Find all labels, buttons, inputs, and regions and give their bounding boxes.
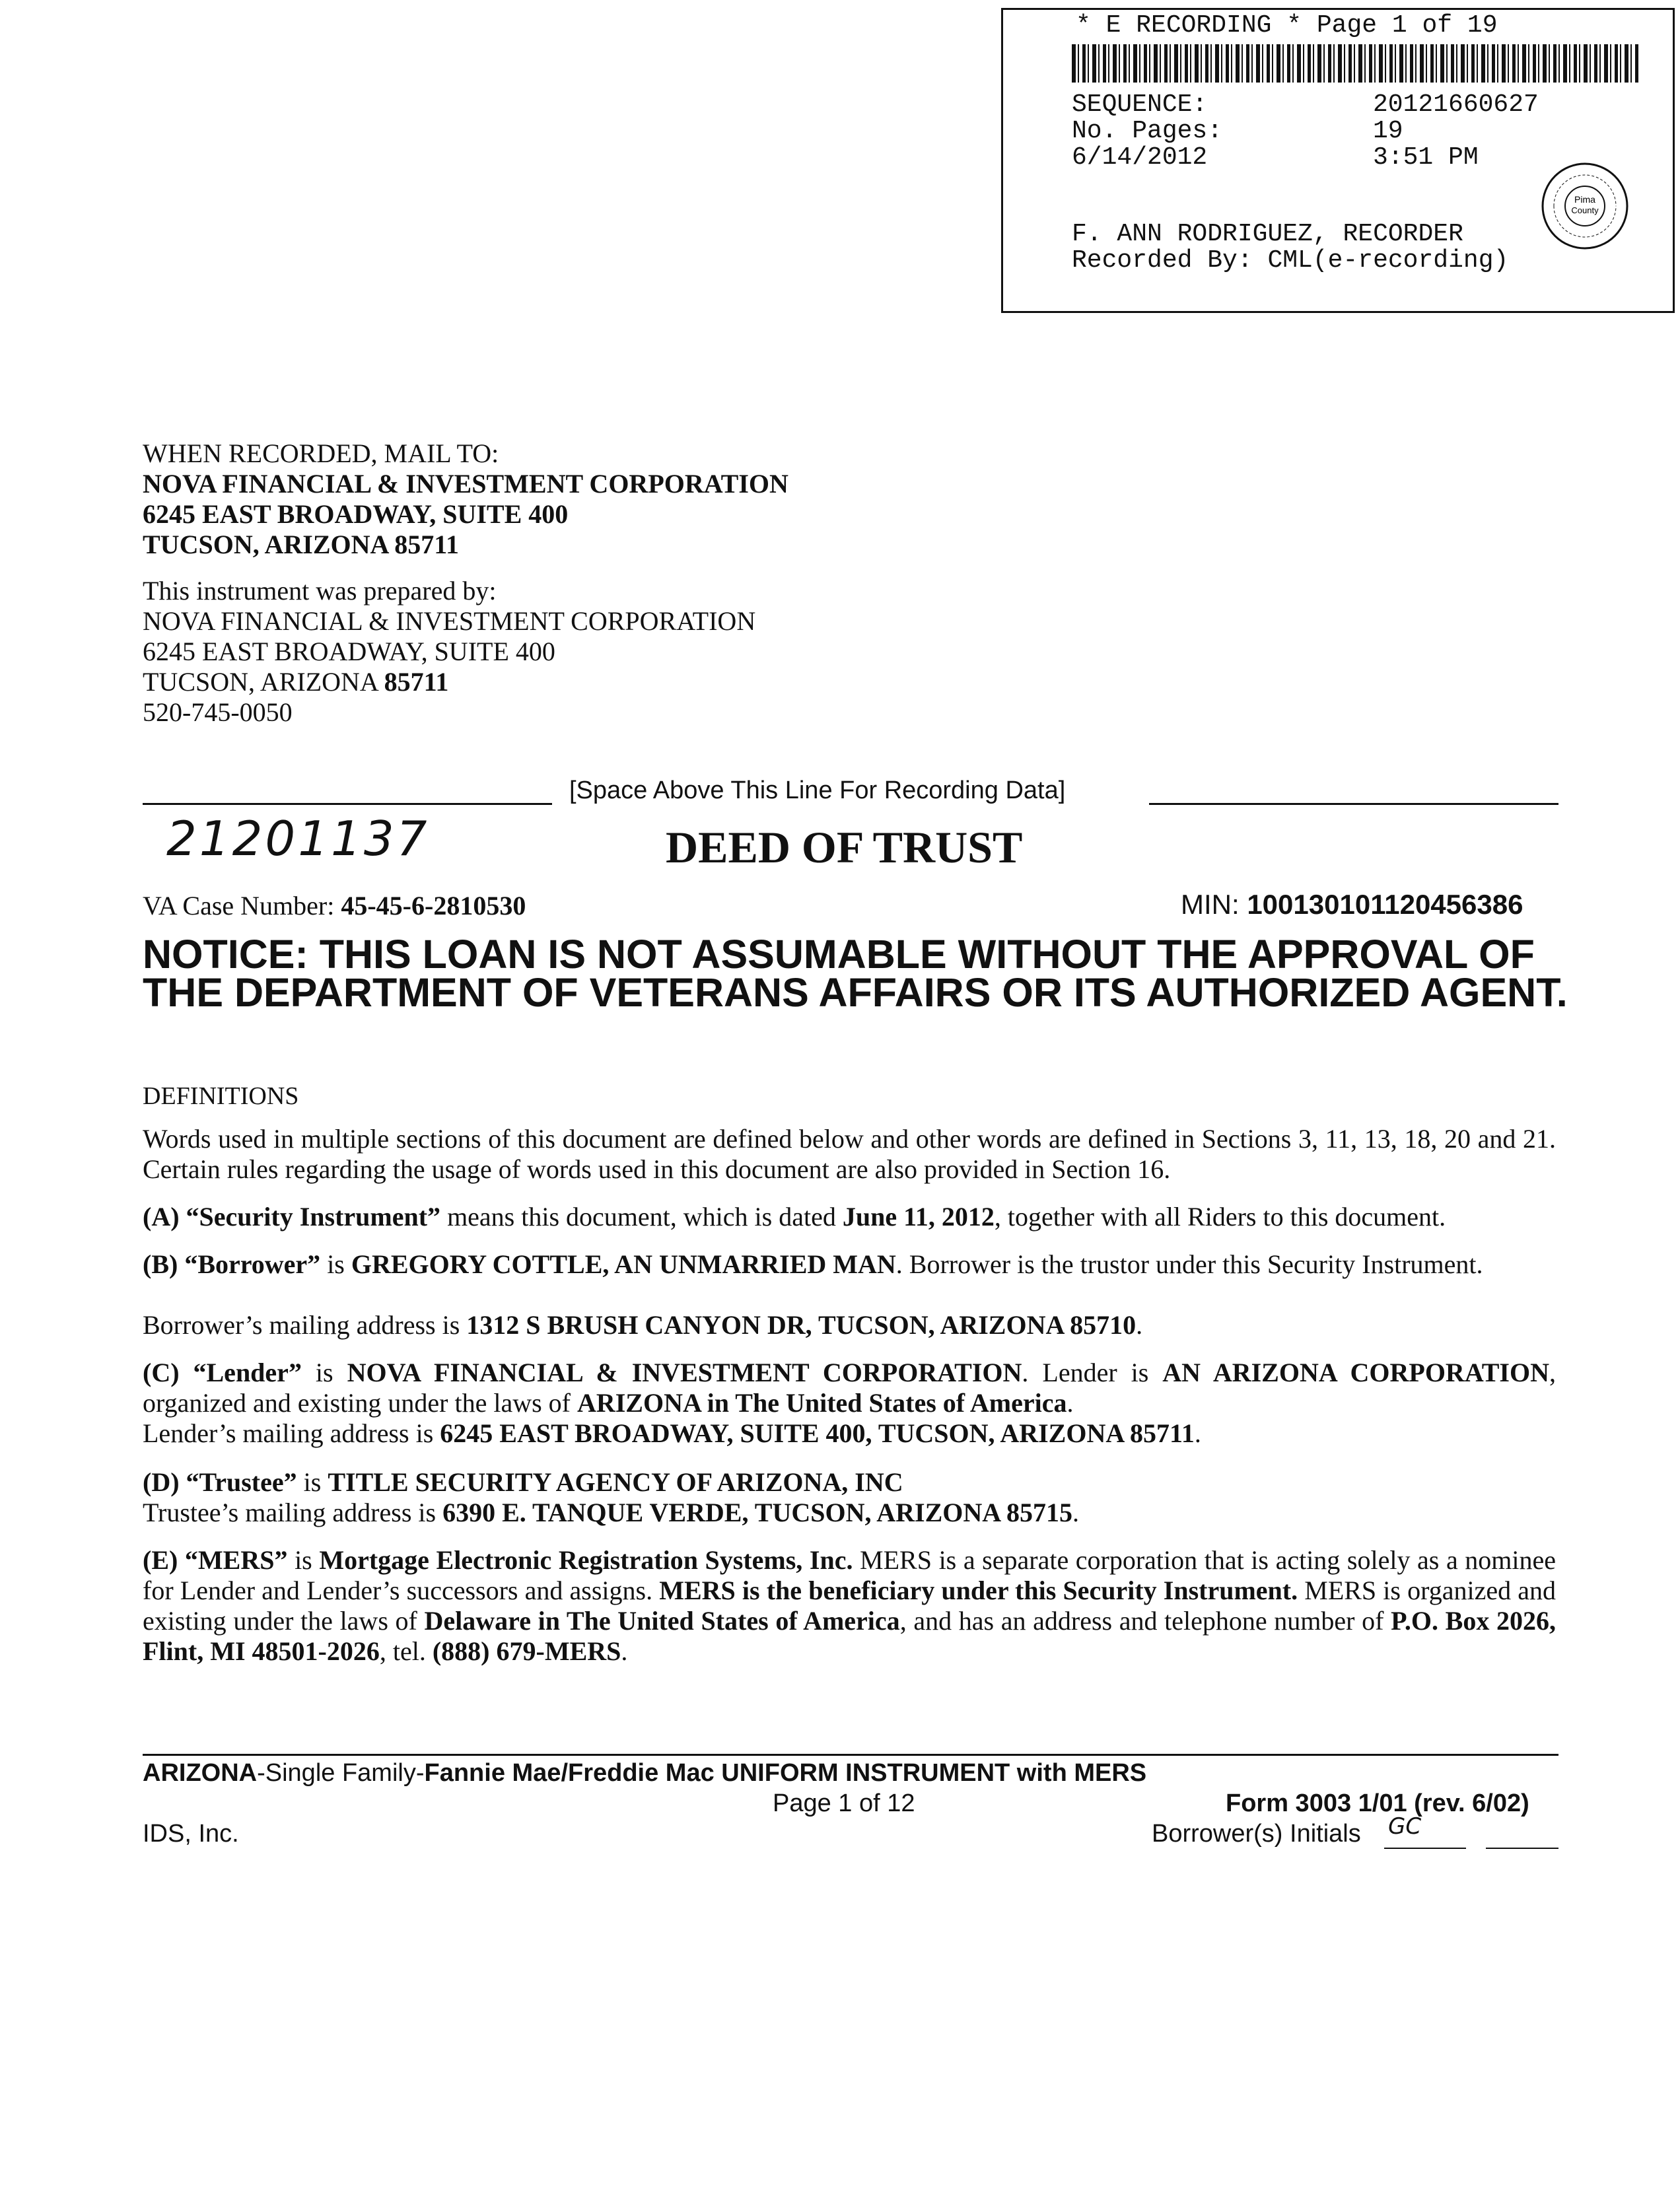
barcode bbox=[1072, 44, 1638, 83]
def-e-name: Mortgage Electronic Registration Systems, Inc. bbox=[319, 1545, 853, 1575]
pages-label: No. Pages: bbox=[1072, 117, 1223, 145]
record-time: 3:51 PM bbox=[1373, 143, 1479, 172]
svg-text:Pima: Pima bbox=[1574, 194, 1595, 205]
def-d-addr-label: Trustee’s mailing address is bbox=[143, 1498, 443, 1527]
footer-text1: -Single Family- bbox=[257, 1759, 425, 1787]
assumability-notice: NOTICE: THIS LOAN IS NOT ASSUMABLE WITHOUT THE APPROVAL OF THE DEPARTMENT OF VETERANS AFFAIRS OR ITS AUTHORIZED AGENT. bbox=[143, 932, 1568, 1015]
def-a-term: (A) “Security Instrument” bbox=[143, 1202, 441, 1232]
def-c-end2: . bbox=[1194, 1418, 1201, 1448]
definition-c bbox=[143, 1358, 1556, 1418]
recording-divider-left bbox=[143, 803, 552, 805]
def-e-end: . bbox=[621, 1636, 628, 1666]
def-c-text2: . Lender is bbox=[1022, 1358, 1163, 1387]
recorder-name: F. ANN RODRIGUEZ, RECORDER bbox=[1072, 220, 1463, 248]
footer-rule bbox=[143, 1754, 1558, 1756]
prepared-by-city: TUCSON, ARIZONA bbox=[143, 667, 384, 697]
def-e-text2: MERS is a separate corporation that is acting solely as a nominee for Lender and Lender’s successors and assigns. bbox=[143, 1545, 1557, 1605]
svg-text:County: County bbox=[1571, 205, 1599, 215]
footer-instrument: Fannie Mae/Freddie Mac UNIFORM INSTRUMENT with MERS bbox=[424, 1759, 1147, 1787]
stamp-header: * E RECORDING * Page 1 of 19 bbox=[1076, 11, 1498, 40]
footer-form-line bbox=[143, 1759, 1146, 1788]
min-number bbox=[1181, 889, 1523, 920]
def-c-type: AN ARIZONA CORPORATION bbox=[1162, 1358, 1549, 1387]
recording-divider-right bbox=[1149, 803, 1558, 805]
pages-value: 19 bbox=[1373, 117, 1403, 145]
def-b-addr-label: Borrower’s mailing address is bbox=[143, 1310, 467, 1340]
footer-vendor: IDS, Inc. bbox=[143, 1820, 239, 1848]
def-e-text1: is bbox=[287, 1545, 320, 1575]
mail-to-block bbox=[143, 438, 788, 560]
def-e-state: Delaware in The United States of America bbox=[424, 1606, 900, 1636]
prepared-by-line3 bbox=[143, 667, 755, 697]
footer-form-number: Form 3003 1/01 (rev. 6/02) bbox=[1226, 1789, 1529, 1817]
space-above-label: [Space Above This Line For Recording Data] bbox=[569, 777, 1066, 804]
mail-to-heading: WHEN RECORDED, MAIL TO: bbox=[143, 438, 499, 468]
prepared-by-block bbox=[143, 576, 755, 728]
document-title: DEED OF TRUST bbox=[666, 822, 1023, 872]
va-case-number bbox=[143, 890, 526, 921]
mail-to-line2: 6245 EAST BROADWAY, SUITE 400 bbox=[143, 499, 569, 529]
def-d-addr: 6390 E. TANQUE VERDE, TUCSON, ARIZONA 85715 bbox=[442, 1498, 1072, 1527]
borrower-initials-label: Borrower(s) Initials bbox=[1152, 1820, 1361, 1848]
definition-b bbox=[143, 1249, 1556, 1280]
prepared-by-line1: NOVA FINANCIAL & INVESTMENT CORPORATION bbox=[143, 606, 756, 636]
def-e-beneficiary: MERS is the beneficiary under this Security Instrument. bbox=[659, 1576, 1298, 1605]
def-c-state: ARIZONA in The United States of America bbox=[577, 1388, 1067, 1418]
def-e-text5: , tel. bbox=[379, 1636, 433, 1666]
definition-a bbox=[143, 1202, 1556, 1232]
def-b-text2: . Borrower is the trustor under this Security Instrument. bbox=[895, 1249, 1483, 1279]
va-case-value: 45-45-6-2810530 bbox=[341, 891, 526, 920]
def-c-text3: , organized and existing under the laws of bbox=[143, 1358, 1556, 1418]
sequence-label: SEQUENCE: bbox=[1072, 90, 1208, 119]
def-c-addr: 6245 EAST BROADWAY, SUITE 400, TUCSON, ARIZONA 85711 bbox=[440, 1418, 1195, 1448]
def-c-end: . bbox=[1067, 1388, 1074, 1418]
def-e-term: (E) “MERS” bbox=[143, 1545, 288, 1575]
def-d-name: TITLE SECURITY AGENCY OF ARIZONA, INC bbox=[328, 1467, 903, 1497]
initials-line-1 bbox=[1384, 1848, 1466, 1849]
def-b-name: GREGORY COTTLE, AN UNMARRIED MAN bbox=[351, 1249, 896, 1279]
recorded-by: Recorded By: CML(e-recording) bbox=[1072, 246, 1509, 275]
trustee-address bbox=[143, 1498, 1079, 1528]
va-case-label: VA Case Number: bbox=[143, 891, 341, 920]
def-d-term: (D) “Trustee” bbox=[143, 1467, 297, 1497]
def-c-addr-label: Lender’s mailing address is bbox=[143, 1418, 440, 1448]
def-a-text1: means this document, which is dated bbox=[440, 1202, 843, 1232]
min-value: 100130101120456386 bbox=[1247, 889, 1523, 920]
recording-stamp bbox=[1001, 8, 1675, 313]
def-e-text3: MERS is organized and existing under the laws of bbox=[143, 1576, 1556, 1636]
def-b-addr: 1312 S BRUSH CANYON DR, TUCSON, ARIZONA 85710 bbox=[466, 1310, 1137, 1340]
def-b-end: . bbox=[1136, 1310, 1143, 1340]
def-c-text1: is bbox=[301, 1358, 347, 1387]
mail-to-line3: TUCSON, ARIZONA 85711 bbox=[143, 530, 459, 559]
def-e-addr: P.O. Box 2026, Flint, MI 48501-2026 bbox=[143, 1606, 1557, 1666]
borrower-address bbox=[143, 1310, 1142, 1340]
def-d-text1: is bbox=[297, 1467, 328, 1497]
definition-e bbox=[143, 1545, 1556, 1667]
prepared-by-line2: 6245 EAST BROADWAY, SUITE 400 bbox=[143, 637, 555, 666]
lender-address bbox=[143, 1418, 1201, 1449]
def-e-tel: (888) 679-MERS bbox=[432, 1636, 621, 1666]
handwritten-loan-number: 21201137 bbox=[166, 811, 430, 866]
record-date: 6/14/2012 bbox=[1072, 143, 1208, 172]
min-label: MIN: bbox=[1181, 889, 1247, 920]
def-a-text2: , together with all Riders to this document. bbox=[994, 1202, 1446, 1232]
def-e-text4: , and has an address and telephone number of bbox=[899, 1606, 1391, 1636]
footer-page-number: Page 1 of 12 bbox=[773, 1789, 915, 1817]
prepared-by-heading: This instrument was prepared by: bbox=[143, 576, 497, 606]
mail-to-line1: NOVA FINANCIAL & INVESTMENT CORPORATION bbox=[143, 469, 788, 499]
county-seal-icon bbox=[1541, 162, 1629, 250]
def-a-date: June 11, 2012 bbox=[842, 1202, 995, 1232]
def-b-term: (B) “Borrower” bbox=[143, 1249, 321, 1279]
initials-line-2 bbox=[1486, 1848, 1558, 1849]
def-b-text1: is bbox=[320, 1249, 351, 1279]
def-d-end: . bbox=[1072, 1498, 1079, 1527]
prepared-by-phone: 520-745-0050 bbox=[143, 697, 293, 727]
prepared-by-zip: 85711 bbox=[384, 667, 449, 697]
borrower-initials-handwritten: GC bbox=[1388, 1813, 1422, 1840]
def-c-name: NOVA FINANCIAL & INVESTMENT CORPORATION bbox=[347, 1358, 1022, 1387]
definitions-heading: DEFINITIONS bbox=[143, 1082, 299, 1110]
definitions-intro: Words used in multiple sections of this document are defined below and other words are defined in Sections 3, 11, 13, 18, 20 and 21. Certain rules regarding the usage of words used in this document are also provided in Section 16. bbox=[143, 1124, 1556, 1184]
def-c-term: (C) “Lender” bbox=[143, 1358, 302, 1387]
footer-state: ARIZONA bbox=[143, 1759, 258, 1787]
sequence-value: 20121660627 bbox=[1373, 90, 1539, 119]
definition-d bbox=[143, 1467, 903, 1498]
